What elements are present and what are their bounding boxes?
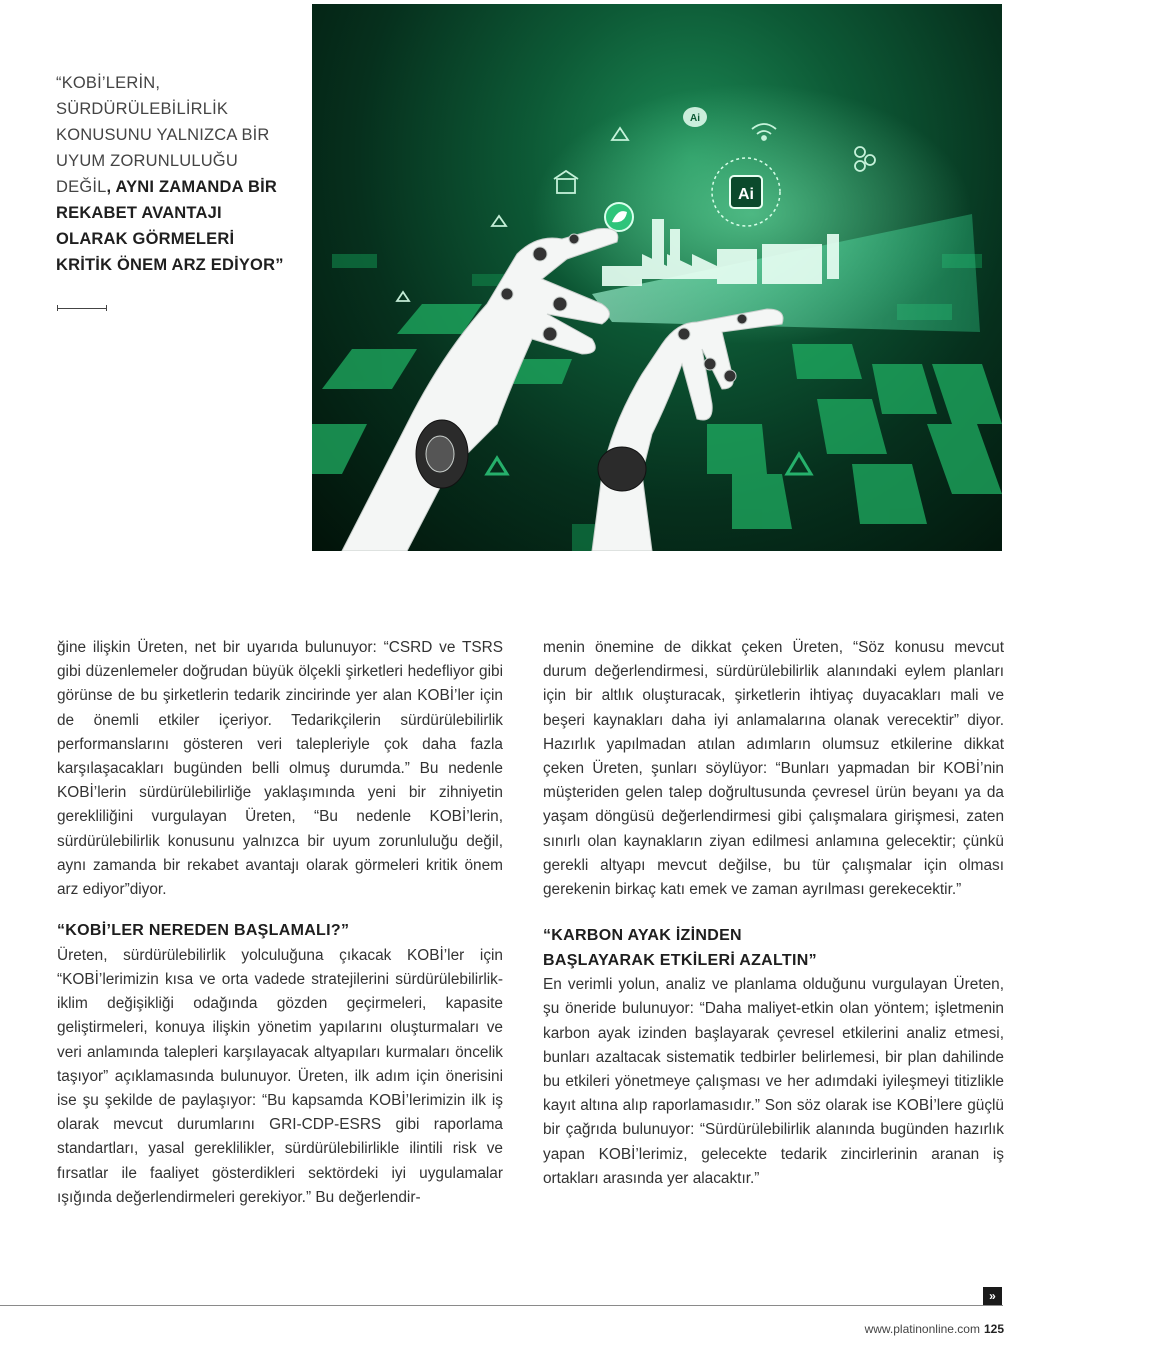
ai-badge-text: Ai <box>738 186 754 203</box>
section-heading: “KOBİ’LER NEREDEN BAŞLAMALI?” <box>57 922 350 940</box>
pull-quote-rule <box>57 308 107 309</box>
section-heading-line-2: BAŞLAYARAK ETKİLERİ AZALTIN” <box>543 951 817 969</box>
article-column-right <box>543 636 1004 1191</box>
recycle-icon-small <box>397 292 409 301</box>
robot-hands-illustration <box>312 4 1002 551</box>
article-column-left <box>57 636 503 1210</box>
website-url: www.platinonline.com <box>864 1322 980 1336</box>
hero-image <box>312 4 1002 551</box>
page-footer <box>865 1322 1004 1336</box>
section-heading-line-1: “KARBON AYAK İZİNDEN <box>543 927 742 945</box>
paragraph: En verimli yolun, analiz ve planlama olduğunu vurgulayan Üreten, şu öneride bulunuyor: “Daha maliyet-etkin olan yöntem; işletmenin karbon ayak izinden başlayarak çevresel etkilerini analiz etmesi, bunları azaltacak sistematik tedbirler belirlemesi, bir plan dahilinde bu etkileri yönetmeye çalışması ve her adımdaki iyileşmeyi titizlikle kayıt altına alıp raporlamasıdır.” Son söz olarak ise KOBİ’lere güçlü bir çağrıda bulunuyor: “Sürdürülebilirlik alanında bugünden hazırlık yapan KOBİ’lerimiz, gelecekte tedarik zincirlerinin aranan iş ortakları arasında yer alacaktır.” <box>543 976 1004 1187</box>
ai-bubble-icon <box>683 107 707 127</box>
pull-quote-light-text: “KOBİ’LERİN, SÜRDÜRÜLEBİLİRLİK KONUSUNU YALNIZCA BİR UYUM ZORUNLULUĞU DEĞİL <box>56 74 270 196</box>
paragraph: Üreten, sürdürülebilirlik yolculuğuna çıkacak KOBİ’ler için “KOBİ’lerimizin kısa ve orta vadede stratejilerini sürdürülebilirlik-iklim değişikliği odağında gözden geçirmeleri, kapasite geliştirmeleri, konuya ilişkin yönetim yapılarını oluşturmaları ve veri anlamında talepleri karşılayacak altyapıları kurmaları öncelik taşıyor” açıklamasında bulunuyor. Üreten, ilk adım için önerisini ise şu şekilde de paylaşıyor: “Bu kapsamda KOBİ’lerimizin ilk iş olarak mevcut durumlarını GRI-CDP-ESRS gibi raporlama standartları, yasal gereklilikler, sürdürülebilirlikle ilintili risk ve fırsatlar ile faaliyet gösterdikleri sektördeki iyi uygulamalar ışığında değerlendirmeleri gerekiyor.” Bu değerlendir- <box>57 946 503 1206</box>
paragraph: ğine ilişkin Üreten, net bir uyarıda bulunuyor: “CSRD ve TSRS gibi düzenlemeler doğrudan büyük ölçekli şirketleri hedefliyor gibi görünse de bu şirketlerin tedarik zincirinde yer alan KOBİ’ler için de önemli etkiler içeriyor. Tedarikçilerin sürdürülebilirlik performanslarını gösteren veri talepleriyle çok daha fazla karşılaşacakları bugünden belli olmuş durumda.” Bu nedenle KOBİ’lerin sürdürülebilirliğe yaklaşımında yeni bir zihniyetin gerekliliğini vurgulayan Üreten, “Bu nedenle KOBİ’lerin, sürdürülebilirlik konusunu yalnızca bir uyum zorunluluğu değil, aynı zamanda bir rekabet avantajı olarak görmeleri kritik önem arz ediyor”diyor. <box>57 639 503 899</box>
svg-text:Ai: Ai <box>690 113 700 124</box>
section-heading <box>543 924 1004 973</box>
pull-quote <box>56 70 286 278</box>
pull-quote-bold-text: , AYNI ZAMANDA BİR REKABET AVANTAJI OLARAK GÖRMELERİ KRİTİK ÖNEM ARZ EDİYOR” <box>56 178 284 274</box>
page-number: 125 <box>983 1322 1004 1336</box>
footer-rule <box>0 1305 1003 1306</box>
paragraph: menin önemine de dikkat çeken Üreten, “Söz konusu mevcut durum değerlendirmesi, sürdürülebilirlik alanındaki eylem planları için bir altlık oluşturacak, şirketlerin ihtiyaç duyacakları mali ve beşeri kaynakları daha iyi anlamalarına olanak verecektir” diyor. Hazırlık yapılmadan atılan adımların olumsuz etkilerine dikkat çeken Üreten, şunları söylüyor: “Bunları yapmadan bir KOBİ’nin müşteriden gelen talep doğrultusunda çevresel ürün beyanı ya da yaşam döngüsü değerlendirmesi gibi çalışmalara girişmesi, zaten sınırlı olan kaynakların ziyan edilmesi anlamına gelecektir; çünkü gerekli altyapı mevcut değilse, bu tür çalışmalar için olması gerekenin birkaç katı emek ve zaman ayrılması gerekecektir.” <box>543 639 1004 899</box>
leaf-icon <box>605 203 633 231</box>
next-page-arrow-icon: » <box>983 1287 1002 1305</box>
